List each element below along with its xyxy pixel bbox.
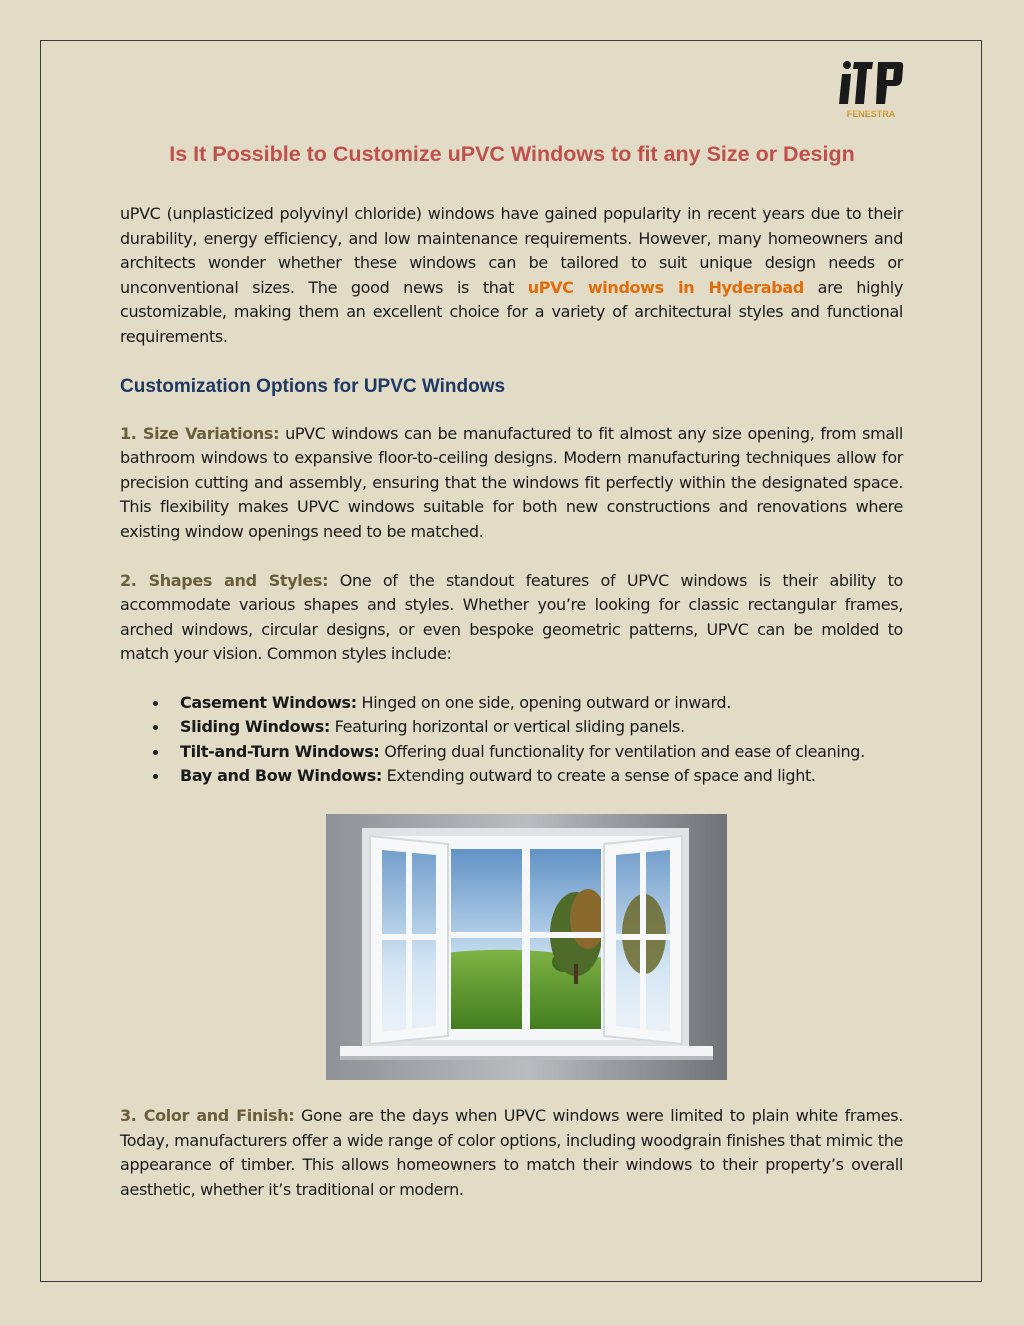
shapes-lead: 2. Shapes and Styles: <box>120 570 329 590</box>
color-lead: 3. Color and Finish: <box>120 1106 295 1125</box>
list-item: Casement Windows: Hinged on one side, opening outward or inward. <box>180 691 903 716</box>
itp-fenestra-logo <box>836 56 906 122</box>
intro-paragraph: uPVC (unplasticized polyvinyl chloride) windows have gained popularity in recent years due to their durability, energy efficiency, and low maintenance requirements. However, many homeowners and architects wonder whether these windows can be tailored to suit unique design needs or unconventional sizes. The good news is that uPVC windows in Hyderabad are highly customizable, making them an excellent choice for a variety of architectural styles and functional requirements. <box>120 204 903 346</box>
page-title: Is It Possible to Customize uPVC Windows to fit any Size or Design <box>169 142 855 166</box>
svg-text:FENESTRA: FENESTRA <box>846 109 896 119</box>
hyderabad-link[interactable]: uPVC windows in Hyderabad <box>527 277 804 297</box>
styles-list <box>120 691 903 789</box>
size-paragraph: 1. Size Variations: uPVC windows can be manufactured to fit almost any size opening, from small bathroom windows to expansive floor-to-ceiling designs. Modern manufacturing techniques allow for precision cutting and assembly, ensuring that the windows fit perfectly within the designated space. This flexibility makes UPVC windows suitable for both new constructions and renovations where existing window openings need to be matched. <box>120 423 903 541</box>
size-lead: 1. Size Variations: <box>120 423 280 443</box>
list-item: Sliding Windows: Featuring horizontal or vertical sliding panels. <box>180 715 903 740</box>
list-item: Tilt-and-Turn Windows: Offering dual functionality for ventilation and ease of cleaning. <box>180 740 903 765</box>
article-body <box>120 202 903 813</box>
casement-window-photo <box>326 814 727 1080</box>
list-item: Bay and Bow Windows: Extending outward to create a sense of space and light. <box>180 764 903 789</box>
section-heading: Customization Options for UPVC Windows <box>120 375 506 397</box>
shapes-paragraph: 2. Shapes and Styles: One of the standout features of UPVC windows is their ability to accommodate various shapes and styles. Whether you’re looking for classic rectangular frames, arched windows, circular designs, or even bespoke geometric patterns, UPVC can be molded to match your vision. Common styles include: <box>120 570 903 664</box>
color-paragraph: 3. Color and Finish: Gone are the days when UPVC windows were limited to plain white frames. Today, manufacturers offer a wide range of color options, including woodgrain finishes that mimic the appearance of timber. This allows homeowners to match their windows to their property’s overall aesthetic, whether it’s traditional or modern. <box>120 1106 903 1199</box>
